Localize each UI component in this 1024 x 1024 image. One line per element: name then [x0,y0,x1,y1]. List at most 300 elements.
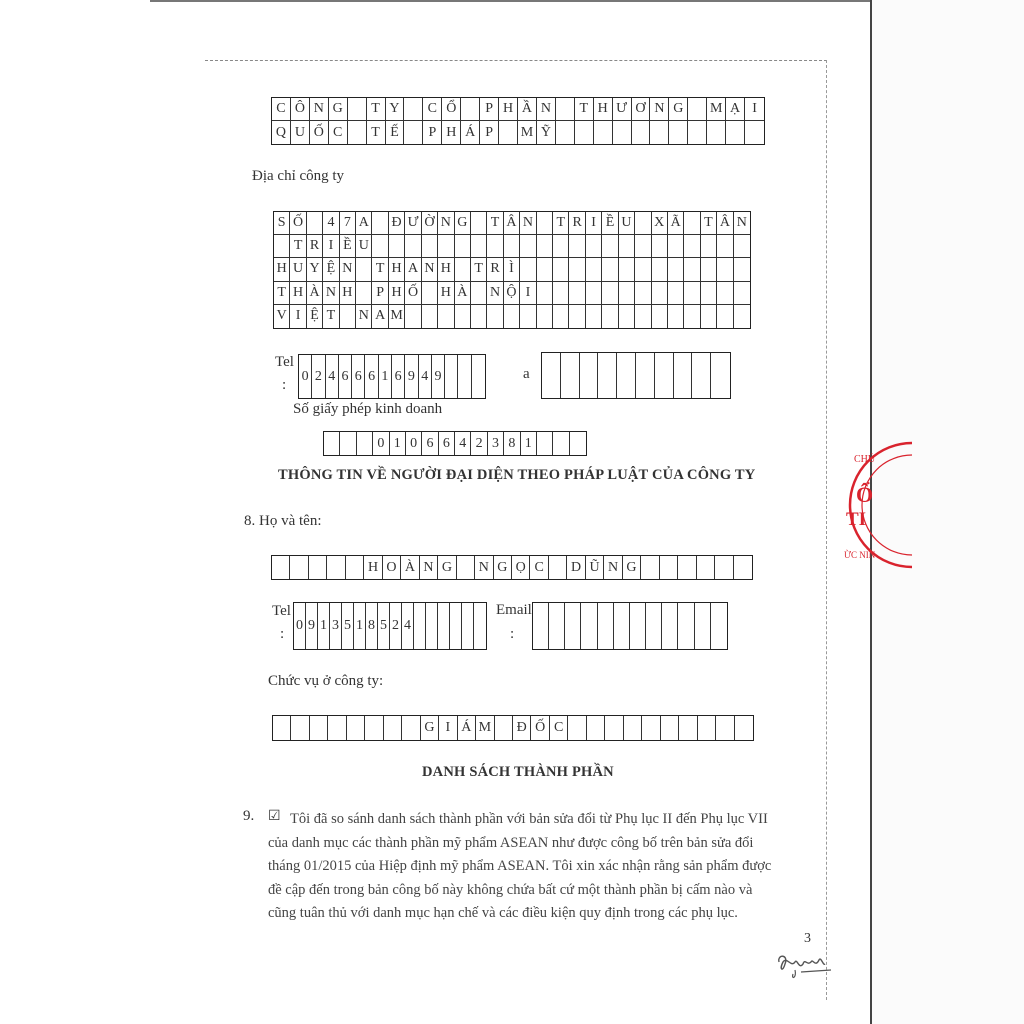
grid-cell [650,121,669,144]
grid-cell [570,432,586,455]
grid-cell [711,603,727,649]
grid-cell: 4 [455,432,471,455]
grid-cell [520,235,536,258]
grid-cell [695,603,711,649]
grid-cell [678,603,694,649]
grid-cell: Ề [340,235,356,258]
grid-cell: Ũ [586,556,604,579]
grid-cell: 9 [306,603,318,649]
grid-cell: T [553,212,569,235]
grid-cell: Ỹ [537,121,556,144]
grid-cell [472,355,485,398]
grid-cell [684,305,700,328]
company-seal [832,440,912,570]
grid-cell [619,258,635,281]
page-number: 3 [804,931,811,946]
grid-cell: H [594,98,613,121]
grid-cell [569,258,585,281]
grid-cell: 5 [342,603,354,649]
grid-cell [617,353,636,398]
grid-cell: T [471,258,487,281]
grid-cell: 8 [366,603,378,649]
grid-cell [471,305,487,328]
grid-cell [455,235,471,258]
fax-grid [541,352,731,399]
grid-cell: 3 [488,432,504,455]
grid-cell: Ề [602,212,618,235]
grid-cell: C [423,98,442,121]
grid-cell: 1 [521,432,537,455]
grid-cell: H [364,556,382,579]
grid-cell: I [290,305,306,328]
grid-cell [346,556,364,579]
grid-cell: Ư [613,98,632,121]
grid-cell [438,603,450,649]
grid-cell: 6 [392,355,405,398]
grid-cell: 6 [339,355,352,398]
grid-cell [635,258,651,281]
grid-cell [619,305,635,328]
grid-cell: C [272,98,291,121]
grid-cell [707,121,726,144]
ingredients-declaration [268,808,808,926]
grid-cell [715,556,733,579]
grid-cell [372,212,388,235]
grid-cell: T [367,121,386,144]
grid-cell: Y [386,98,405,121]
grid-cell: U [619,212,635,235]
grid-cell: À [455,282,471,305]
grid-cell [405,305,421,328]
grid-cell [568,716,586,740]
grid-cell: 4 [326,355,339,398]
grid-cell [602,305,618,328]
grid-cell [471,212,487,235]
grid-cell [474,603,486,649]
grid-cell [457,556,475,579]
grid-cell: I [745,98,764,121]
grid-cell [556,121,575,144]
grid-cell [602,258,618,281]
grid-cell: N [734,212,750,235]
grid-cell [569,305,585,328]
grid-cell [635,212,651,235]
grid-cell [580,353,599,398]
grid-cell [717,235,733,258]
grid-cell [586,258,602,281]
grid-cell [661,716,679,740]
declaration-line: cũng tuân thủ với danh mục hạn chế và các điều kiện quy định trong các phụ lục. [268,905,738,921]
grid-cell [504,235,520,258]
rep-tel-colon: : [280,626,285,642]
grid-cell [347,716,365,740]
grid-cell [290,556,308,579]
grid-cell [471,282,487,305]
grid-cell [662,603,678,649]
grid-cell [684,212,700,235]
grid-cell [668,258,684,281]
grid-cell: T [487,212,503,235]
grid-cell [688,121,707,144]
grid-cell: T [274,282,290,305]
grid-cell [734,282,750,305]
grid-cell: R [487,258,503,281]
grid-cell: Ộ [504,282,520,305]
grid-cell [726,121,745,144]
grid-cell [461,98,480,121]
grid-cell [462,603,474,649]
grid-cell [384,716,402,740]
grid-cell: U [290,258,306,281]
grid-cell: O [383,556,401,579]
grid-cell: 8 [504,432,520,455]
grid-cell [660,556,678,579]
grid-cell [422,235,438,258]
grid-cell [688,98,707,121]
grid-cell: T [575,98,594,121]
grid-cell: 0 [299,355,312,398]
grid-cell: Ư [405,212,421,235]
grid-cell: N [340,258,356,281]
grid-cell [652,305,668,328]
grid-cell [274,235,290,258]
grid-cell [635,282,651,305]
business-license-label: Số giấy phép kinh doanh [293,401,443,417]
grid-cell: 6 [439,432,455,455]
declaration-line: của danh mục các thành phần mỹ phẩm ASEAN như được công bố trên bản sửa đổi [268,834,754,851]
grid-cell [356,258,372,281]
grid-cell [328,716,346,740]
grid-cell [340,305,356,328]
grid-cell: 2 [312,355,325,398]
grid-cell [734,556,752,579]
grid-cell: G [329,98,348,121]
grid-cell: N [356,305,372,328]
grid-cell [569,235,585,258]
grid-cell [575,121,594,144]
grid-cell: D [567,556,585,579]
grid-cell: Ố [310,121,329,144]
grid-cell [598,603,614,649]
grid-cell: M [476,716,494,740]
grid-cell [495,716,513,740]
grid-cell [646,603,662,649]
grid-cell: Â [504,212,520,235]
grid-cell [717,282,733,305]
business-license-grid [323,431,587,456]
grid-cell [598,353,617,398]
grid-cell [587,716,605,740]
grid-cell: 2 [390,603,402,649]
grid-cell [701,235,717,258]
grid-cell [565,603,581,649]
grid-cell [309,556,327,579]
grid-cell [273,716,291,740]
grid-cell: R [307,235,323,258]
grid-cell: 0 [294,603,306,649]
grid-cell: Ổ [442,98,461,121]
grid-cell [668,235,684,258]
grid-cell: H [290,282,306,305]
grid-cell: I [520,282,536,305]
grid-cell [717,305,733,328]
email-label: Email [496,602,532,618]
grid-cell [605,716,623,740]
grid-cell: Ì [504,258,520,281]
grid-cell: À [401,556,419,579]
grid-cell [678,556,696,579]
grid-cell: Y [307,258,323,281]
grid-cell [619,282,635,305]
grid-cell: Đ [513,716,531,740]
grid-cell: À [307,282,323,305]
grid-cell: G [623,556,641,579]
grid-cell [701,282,717,305]
company-tel-colon: : [282,377,287,393]
grid-cell [372,235,388,258]
grid-cell: C [530,556,548,579]
full-name-label: 8. Họ và tên: [244,513,322,529]
grid-cell: C [329,121,348,144]
grid-cell: Q [272,121,291,144]
grid-cell: 2 [471,432,487,455]
grid-cell: Ờ [422,212,438,235]
grid-cell [291,716,309,740]
grid-cell [324,432,340,455]
page-right-border [826,60,827,1000]
grid-cell: 9 [432,355,445,398]
grid-cell [641,556,659,579]
grid-cell: Đ [389,212,405,235]
grid-cell [537,305,553,328]
declaration-line: tháng 01/2015 của Hiệp định mỹ phẩm ASEAN. Tôi xin xác nhận rằng sản phẩm được [268,858,772,874]
grid-cell: H [340,282,356,305]
grid-cell: Ọ [512,556,530,579]
grid-cell [636,353,655,398]
grid-cell [471,235,487,258]
grid-cell [556,98,575,121]
grid-cell [614,603,630,649]
grid-cell: T [701,212,717,235]
grid-cell [553,258,569,281]
grid-cell [652,282,668,305]
seal-text-top: CHỦ [854,454,876,465]
grid-cell [684,282,700,305]
grid-cell: Ã [668,212,684,235]
grid-cell: 1 [354,603,366,649]
grid-cell: Ố [290,212,306,235]
grid-cell [594,121,613,144]
grid-cell [487,305,503,328]
rep-tel-grid [293,602,487,650]
grid-cell: 0 [406,432,422,455]
grid-cell [404,98,423,121]
grid-cell: N [438,212,454,235]
grid-cell: N [650,98,669,121]
grid-cell [668,305,684,328]
grid-cell [697,556,715,579]
grid-cell: 6 [352,355,365,398]
seal-text-bottom: ỪC NIN [844,550,876,560]
grid-cell [348,121,367,144]
grid-cell [717,258,733,281]
company-tel-label: Tel [275,354,294,370]
grid-cell: P [480,98,499,121]
grid-cell [652,258,668,281]
grid-cell [669,121,688,144]
grid-cell: H [274,258,290,281]
grid-cell [310,716,328,740]
grid-cell: Ầ [518,98,537,121]
grid-cell [272,556,290,579]
grid-cell [553,432,569,455]
grid-cell [520,305,536,328]
grid-cell: Ố [405,282,421,305]
grid-cell [414,603,426,649]
grid-cell [602,235,618,258]
grid-cell [569,282,585,305]
grid-cell [537,235,553,258]
grid-cell: H [389,282,405,305]
grid-cell [542,353,561,398]
grid-cell [642,716,660,740]
address-label: Địa chỉ công ty [252,168,345,184]
grid-cell: P [480,121,499,144]
email-colon: : [510,626,515,642]
grid-cell [455,305,471,328]
grid-cell [711,353,730,398]
grid-cell: 7 [340,212,356,235]
seal-text-mid: Ổ [856,482,874,507]
grid-cell: I [439,716,457,740]
grid-cell: 4 [419,355,432,398]
grid-cell [674,353,693,398]
grid-cell [365,716,383,740]
grid-cell: P [372,282,388,305]
grid-cell [487,235,503,258]
confirmation-checkbox[interactable]: ☑ [268,808,281,824]
grid-cell [716,716,734,740]
grid-cell: 9 [405,355,418,398]
grid-cell: V [274,305,290,328]
grid-cell: Ệ [323,258,339,281]
grid-cell: G [438,556,456,579]
handwritten-signature [775,948,835,984]
grid-cell [450,603,462,649]
grid-cell [422,305,438,328]
grid-cell [438,235,454,258]
grid-cell [635,305,651,328]
company-name-grid [271,97,765,145]
grid-cell [624,716,642,740]
grid-cell [340,432,356,455]
grid-cell: N [537,98,556,121]
grid-cell [520,258,536,281]
grid-cell: 6 [365,355,378,398]
grid-cell: 5 [378,603,390,649]
grid-cell: H [442,121,461,144]
grid-cell [389,235,405,258]
grid-cell: 4 [323,212,339,235]
grid-cell: T [290,235,306,258]
grid-cell [632,121,651,144]
grid-cell: Â [717,212,733,235]
grid-cell: 3 [330,603,342,649]
grid-cell [445,355,458,398]
grid-cell [734,305,750,328]
grid-cell [553,305,569,328]
grid-cell: N [420,556,438,579]
grid-cell [602,282,618,305]
grid-cell: 4 [402,603,414,649]
company-tel-grid [298,354,486,399]
grid-cell: I [323,235,339,258]
grid-cell [586,305,602,328]
grid-cell [668,282,684,305]
page-top-border [205,60,827,61]
grid-cell: M [707,98,726,121]
grid-cell [684,235,700,258]
grid-cell [630,603,646,649]
grid-cell: P [423,121,442,144]
grid-cell: I [586,212,602,235]
grid-cell [561,353,580,398]
grid-cell [692,353,711,398]
grid-cell: U [356,235,372,258]
grid-cell: T [367,98,386,121]
grid-cell [581,603,597,649]
grid-cell: G [494,556,512,579]
grid-cell: M [518,121,537,144]
grid-cell: N [323,282,339,305]
grid-cell: N [487,282,503,305]
grid-cell [348,98,367,121]
grid-cell [549,603,565,649]
grid-cell [533,603,549,649]
grid-cell [553,282,569,305]
grid-cell [586,235,602,258]
grid-cell [734,235,750,258]
grid-cell: Ơ [632,98,651,121]
grid-cell: 1 [390,432,406,455]
grid-cell: N [475,556,493,579]
grid-cell: 1 [379,355,392,398]
grid-cell: Ế [386,121,405,144]
grid-cell [684,258,700,281]
grid-cell [701,258,717,281]
grid-cell: U [291,121,310,144]
rep-tel-label: Tel [272,603,291,619]
scan-top-edge [150,0,872,2]
grid-cell: T [372,258,388,281]
grid-cell [635,235,651,258]
ingredients-heading: DANH SÁCH THÀNH PHẦN [422,764,614,780]
item9-number: 9. [243,808,255,824]
position-grid [272,715,754,741]
grid-cell: Á [461,121,480,144]
grid-cell [537,432,553,455]
grid-cell [422,282,438,305]
grid-cell: R [569,212,585,235]
seal-text-low: TI [846,509,867,530]
grid-cell: A [356,212,372,235]
grid-cell: N [310,98,329,121]
full-name-grid [271,555,753,580]
grid-cell [734,258,750,281]
grid-cell: G [421,716,439,740]
grid-cell [356,282,372,305]
grid-cell: 0 [373,432,389,455]
